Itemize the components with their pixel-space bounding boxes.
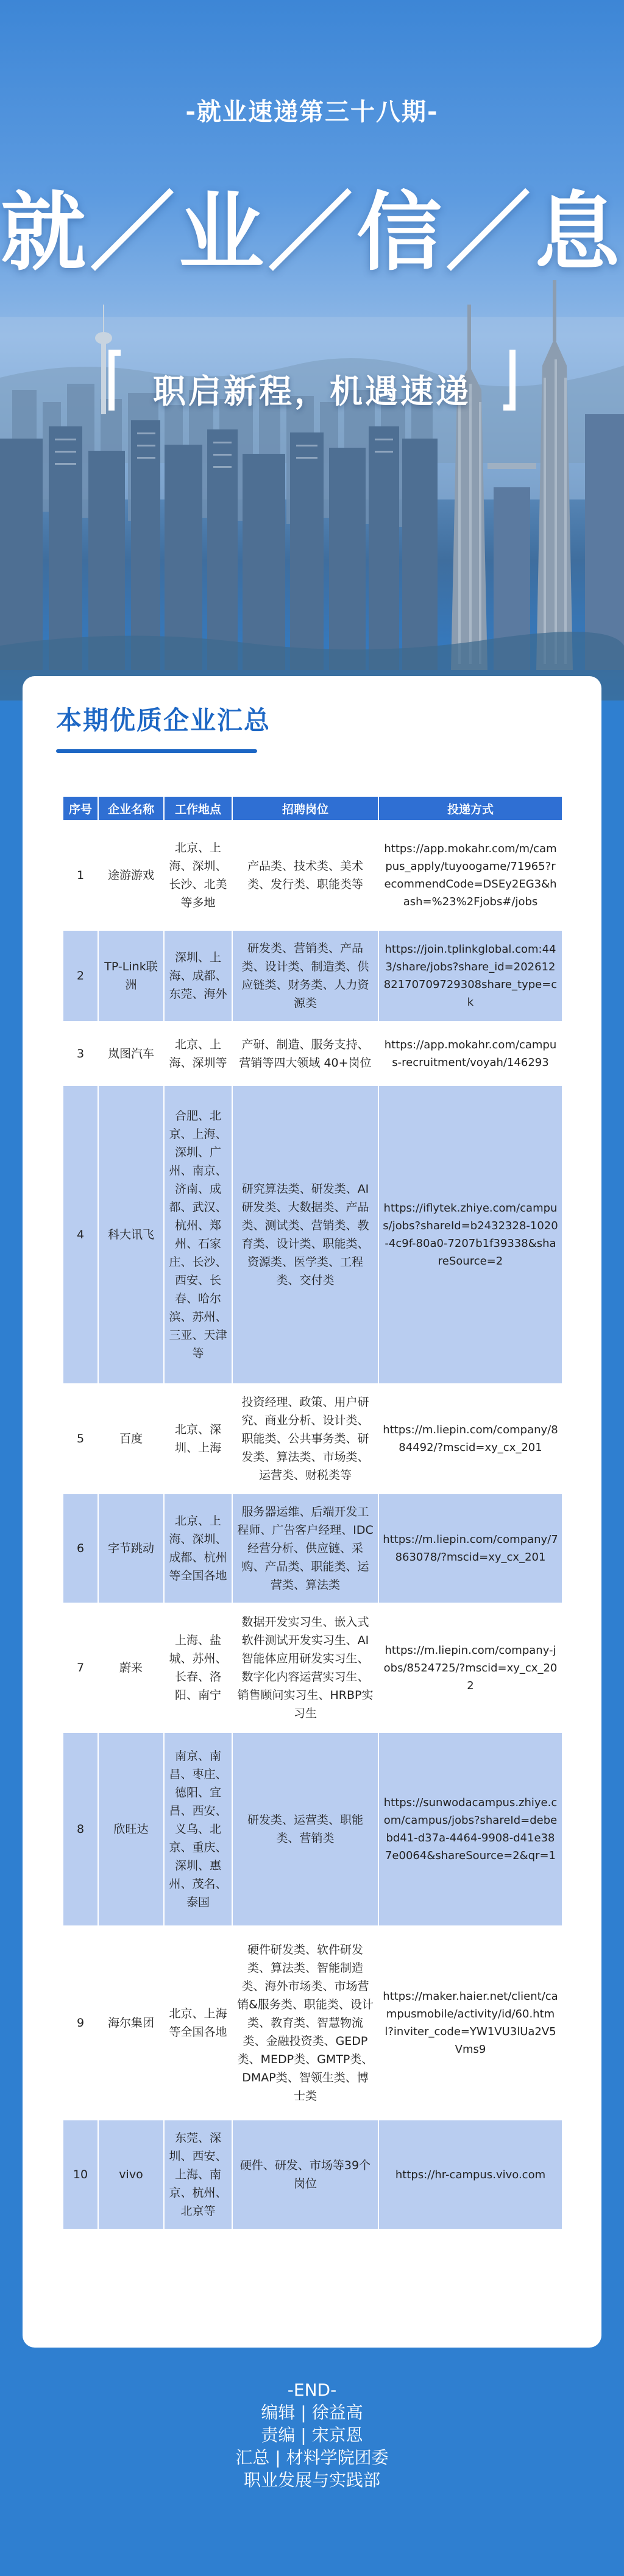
- row-company: 海尔集团: [98, 1926, 164, 2120]
- header-positions: 招聘岗位: [232, 796, 378, 820]
- row-location: 北京、上海、深圳、长沙、北美等多地: [164, 820, 232, 930]
- row-apply-link[interactable]: https://hr-campus.vivo.com: [378, 2120, 562, 2229]
- table-header-row: [63, 796, 562, 820]
- row-location: 南京、南昌、枣庄、德阳、宜昌、西安、义乌、北京、重庆、深圳、惠州、茂名、泰国: [164, 1732, 232, 1926]
- row-no: 4: [63, 1085, 98, 1384]
- header-no: 序号: [63, 796, 98, 820]
- header-apply: 投递方式: [378, 796, 562, 820]
- table-row: [63, 1926, 562, 2120]
- table-row: [63, 1384, 562, 1494]
- chief-editor-credit: 责编 | 宋京恩: [261, 2425, 363, 2445]
- row-positions: 投资经理、政策、用户研究、商业分析、设计类、职能类、公共事务类、研发类、算法类、市场类、运营类、财税类等: [232, 1384, 378, 1494]
- header-location: 工作地点: [164, 796, 232, 820]
- row-company: 科大讯飞: [98, 1085, 164, 1384]
- row-apply-link[interactable]: https://m.liepin.com/company/7863078/?mscid=xy_cx_201: [378, 1494, 562, 1603]
- row-company: 蔚来: [98, 1603, 164, 1732]
- row-location: 深圳、上海、成都、东莞、海外: [164, 930, 232, 1022]
- company-summary-card: [23, 676, 601, 2348]
- row-no: 8: [63, 1732, 98, 1926]
- editor-credit: 编辑 | 徐益高: [261, 2402, 363, 2422]
- row-company: 途游游戏: [98, 820, 164, 930]
- row-location: 北京、上海、深圳等: [164, 1022, 232, 1085]
- section-title-underline: [56, 749, 257, 753]
- row-positions: 产研、制造、服务支持、营销等四大领域 40+岗位: [232, 1022, 378, 1085]
- row-positions: 硬件、研发、市场等39个岗位: [232, 2120, 378, 2229]
- table-row: [63, 1494, 562, 1603]
- row-company: 字节跳动: [98, 1494, 164, 1603]
- row-positions: 数据开发实习生、嵌入式软件测试开发实习生、AI智能体应用研发实习生、数字化内容运营实习生、销售顾问实习生、HRBP实习生: [232, 1603, 378, 1732]
- row-location: 合肥、北京、上海、深圳、广州、南京、济南、成都、武汉、杭州、郑州、石家庄、长沙、西安、长春、哈尔滨、苏州、三亚、天津等: [164, 1085, 232, 1384]
- company-table: [62, 796, 563, 2230]
- table-row: [63, 1732, 562, 1926]
- row-company: 欣旺达: [98, 1732, 164, 1926]
- row-location: 北京、上海、深圳、成都、杭州等全国各地: [164, 1494, 232, 1603]
- row-location: 东莞、深圳、西安、上海、南京、杭州、北京等: [164, 2120, 232, 2229]
- row-positions: 研究算法类、研发类、AI研发类、大数据类、产品类、测试类、营销类、教育类、设计类、职能类、资源类、医学类、工程类、交付类: [232, 1085, 378, 1384]
- hero-banner: [0, 0, 624, 700]
- footer-credits: [0, 2379, 624, 2491]
- row-no: 7: [63, 1603, 98, 1732]
- row-apply-link[interactable]: https://m.liepin.com/company-jobs/8524725/?mscid=xy_cx_202: [378, 1603, 562, 1732]
- row-apply-link[interactable]: https://maker.haier.net/client/campusmobile/activity/id/60.html?inviter_code=YW1VU3lUa2V5Vms9: [378, 1926, 562, 2120]
- row-positions: 研发类、营销类、产品类、设计类、制造类、供应链类、财务类、人力资源类: [232, 930, 378, 1022]
- row-no: 5: [63, 1384, 98, 1494]
- page-title: 就／业／信／息: [0, 183, 623, 283]
- end-mark: -END-: [287, 2380, 337, 2400]
- row-positions: 产品类、技术类、美术类、发行类、职能类等: [232, 820, 378, 930]
- row-company: 岚图汽车: [98, 1022, 164, 1085]
- row-apply-link[interactable]: https://sunwodacampus.zhiye.com/campus/jobs?shareId=debebd41-d37a-4464-9908-d41e387e0064&shareSource=2&qr=1: [378, 1732, 562, 1926]
- table-row: [63, 1085, 562, 1384]
- issue-label: -就业速递第三十八期-: [185, 98, 439, 126]
- row-no: 2: [63, 930, 98, 1022]
- department-credit: 职业发展与实践部: [243, 2470, 380, 2490]
- row-no: 10: [63, 2120, 98, 2229]
- row-apply-link[interactable]: https://join.tplinkglobal.com:443/share/jobs?share_id=20261282170709729308share_type=ck: [378, 930, 562, 1022]
- row-apply-link[interactable]: https://iflytek.zhiye.com/campus/jobs?shareId=b2432328-1020-4c9f-80a0-7207b1f39338&shareSource=2: [378, 1085, 562, 1384]
- row-location: 北京、深圳、上海: [164, 1384, 232, 1494]
- row-no: 6: [63, 1494, 98, 1603]
- row-positions: 研发类、运营类、职能类、营销类: [232, 1732, 378, 1926]
- slogan: 职启新程，机遇速递: [153, 372, 471, 411]
- row-no: 9: [63, 1926, 98, 2120]
- section-title: 本期优质企业汇总: [56, 705, 271, 735]
- header-company: 企业名称: [98, 796, 164, 820]
- row-company: TP-Link联洲: [98, 930, 164, 1022]
- table-row: [63, 1022, 562, 1085]
- table-row: [63, 1603, 562, 1732]
- row-positions: 硬件研发类、软件研发类、算法类、智能制造类、海外市场类、市场营销&服务类、职能类、设计类、教育类、智慧物流类、金融投资类、GEDP类、MEDP类、GMTP类、DMAP类、智领生类、博士类: [232, 1926, 378, 2120]
- row-location: 上海、盐城、苏州、长春、洛阳、南宁: [164, 1603, 232, 1732]
- row-apply-link[interactable]: https://app.mokahr.com/campus-recruitment/voyah/146293: [378, 1022, 562, 1085]
- table-row: [63, 930, 562, 1022]
- row-no: 1: [63, 820, 98, 930]
- row-company: vivo: [98, 2120, 164, 2229]
- row-company: 百度: [98, 1384, 164, 1494]
- row-positions: 服务器运维、后端开发工程师、广告客户经理、IDC经营分析、供应链、采购、产品类、职能类、运营类、算法类: [232, 1494, 378, 1603]
- table-row: [63, 820, 562, 930]
- compiler-credit: 汇总 | 材料学院团委: [235, 2447, 389, 2468]
- row-location: 北京、上海等全国各地: [164, 1926, 232, 2120]
- table-row: [63, 2120, 562, 2229]
- row-apply-link[interactable]: https://app.mokahr.com/m/campus_apply/tuyoogame/71965?recommendCode=DSEy2EG3&hash=%23%2Fjobs#/jobs: [378, 820, 562, 930]
- row-no: 3: [63, 1022, 98, 1085]
- row-apply-link[interactable]: https://m.liepin.com/company/884492/?mscid=xy_cx_201: [378, 1384, 562, 1494]
